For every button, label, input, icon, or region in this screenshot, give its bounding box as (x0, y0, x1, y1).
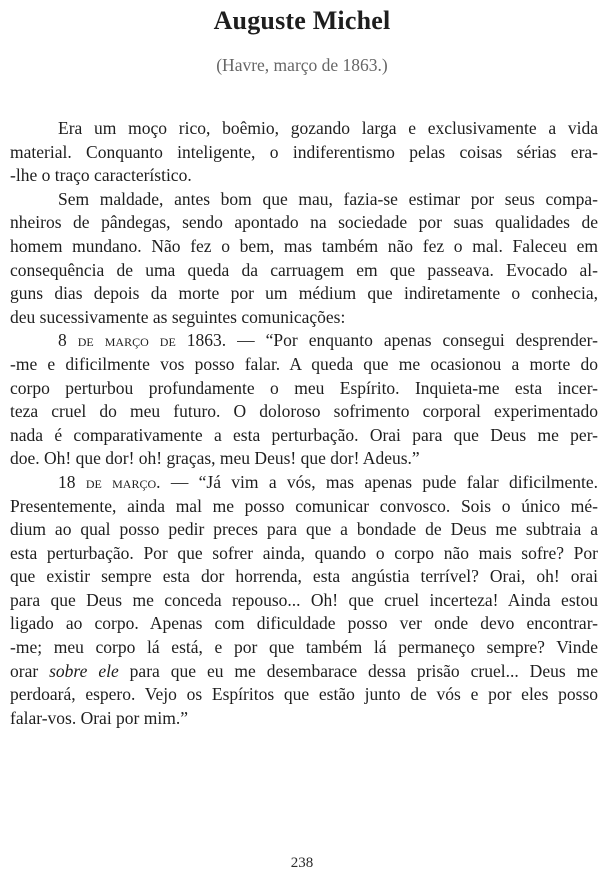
dated-entry-date: 18 de março (58, 471, 157, 492)
text-line: Presentemente, ainda mal me posso comunicar convosco. Sois o único mé- (10, 495, 598, 516)
text-line: dium ao qual posso pedir preces para que a bondade de Deus me subtraia a (10, 519, 598, 540)
text-line: teza cruel do meu futuro. O doloroso sofrimento corporal experimentado (10, 401, 598, 422)
text-line: material. Conquanto inteligente, o indiferentismo pelas coisas sérias era- (10, 141, 598, 162)
text-line: Era um moço rico, boêmio, gozando larga e exclusivamente a vida (58, 118, 598, 138)
dated-entry-text: . — “Já vim a vós, mas apenas pude falar dificilmente. (156, 471, 598, 492)
text-fragment: orar (10, 660, 50, 681)
text-line: para que Deus me conceda repouso... Oh! que cruel incerteza! Ainda estou (10, 589, 598, 610)
text-line: falar-vos. Orai por mim.” (10, 707, 188, 728)
text-line: corpo perturbou profundamente o meu Espírito. Inquieta-me esta incer- (10, 377, 598, 398)
text-line: esta perturbação. Por que sofrer ainda, quando o corpo não mais sofre? Por (10, 542, 598, 563)
text-line: ligado ao corpo. Apenas com dificuldade posso ver onde devo encontrar- (10, 613, 598, 634)
italic-emphasis: sobre ele (49, 660, 119, 681)
chapter-subtitle: (Havre, março de 1863.) (216, 55, 388, 75)
text-line: doe. Oh! que dor! oh! graças, meu Deus! que dor! Adeus.” (10, 448, 420, 469)
text-fragment: para que eu me desembarace dessa prisão cruel... Deus me (118, 660, 598, 681)
text-line: homem mundano. Não fez o bem, mas também não fez o mal. Faleceu em (10, 235, 598, 256)
text-line: perdoará, espero. Vejo os Espíritos que estão junto de vós e por eles posso (10, 684, 598, 705)
page-number: 238 (290, 855, 314, 871)
text-line (10, 471, 598, 495)
dated-entry-text: . — “Por enquanto apenas consegui desprender- (221, 330, 598, 351)
text-line: consequência de uma queda da carruagem em que passeava. Evocado al- (10, 259, 598, 280)
text-line: deu sucessivamente as seguintes comunicações: (10, 306, 346, 327)
text-line: Sem maldade, antes bom que mau, fazia-se estimar por seus compa- (58, 188, 598, 209)
text-line (10, 660, 598, 684)
text-line: -me; meu corpo lá está, e por que também lá permaneço sempre? Vinde (10, 637, 598, 658)
text-line: guns dias depois da morte por um médium que indiretamente o conhecia, (10, 283, 598, 304)
text-line: nada é comparativamente a esta perturbação. Orai para que Deus me per- (10, 424, 598, 445)
text-line: que existir sempre esta dor horrenda, esta angústia terrível? Orai, oh! orai (10, 566, 598, 587)
dated-entry-date: 8 de março de 1863 (58, 330, 222, 351)
body-text (10, 117, 598, 730)
text-line (10, 329, 598, 353)
text-line: nheiros de pândegas, sendo apontado na sociedade por suas qualidades de (10, 212, 598, 233)
chapter-title: Auguste Michel (213, 6, 391, 35)
text-line: -lhe o traço característico. (10, 165, 192, 186)
text-line: -me e dificilmente vos posso falar. A queda que me ocasionou a morte do (10, 353, 598, 374)
